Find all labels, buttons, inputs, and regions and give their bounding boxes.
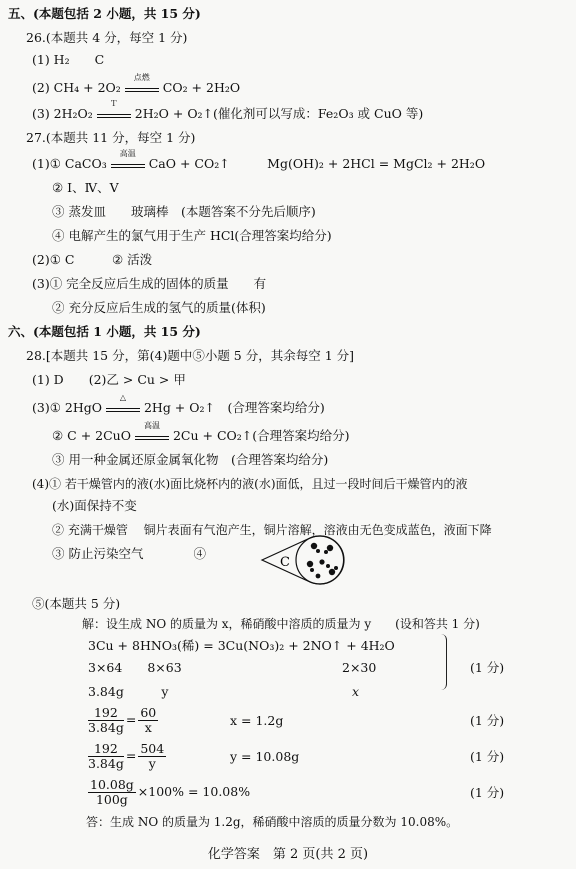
proportion-2: $\frac{192}{3.84g}$ = $\frac{504}{y}$: [88, 741, 165, 771]
q28-answer-4: ③ 用一种金属还原金属氧化物 (合理答案均给分): [52, 452, 329, 467]
q28-answer-5: (4)① 若干燥管内的液(水)面比烧杯内的液(水)面低，且过一段时间后干燥管内的液: [32, 477, 468, 491]
q27-answer-6: (3)① 完全反应后生成的固体的质量 有: [32, 276, 267, 291]
final-answer: 答：生成 NO 的质量为 1.2g，稀硝酸中溶质的质量分数为 10.08%。: [86, 815, 459, 829]
reaction-arrow: 高温: [111, 158, 145, 168]
q27-answer-4: ④ 电解产生的氯气用于生产 HCl(合理答案均给分): [52, 228, 332, 243]
reaction-arrow: 高温: [135, 430, 169, 440]
diagram-label-c: C: [280, 555, 290, 570]
q28-mass-row-2b: x: [352, 684, 360, 699]
q28-mass-row-1b: 2×30: [342, 660, 377, 675]
section-5-title: 五、(本题包括 2 小题，共 15 分): [8, 6, 201, 21]
q27-answer-5: (2)① C ② 活泼: [32, 252, 153, 267]
brace: [438, 634, 447, 690]
page-footer: 化学答案 第 2 页(共 2 页): [207, 847, 369, 862]
percentage-calc: $\frac{10.08g}{100g}$ ×100% = 10.08%: [90, 777, 251, 807]
result-y: y = 10.08g: [230, 749, 300, 764]
score-4: (1 分): [470, 785, 505, 800]
molecule-icons: [307, 543, 338, 579]
section-6-title: 六、(本题包括 1 小题，共 15 分): [8, 324, 201, 339]
q28-header: 28.[本题共 15 分，第(4)题中⑤小题 5 分，其余每空 1 分]: [26, 348, 354, 363]
q26-answer-3: (3) 2H₂O₂ Ｔ 2H₂O + O₂↑(催化剂可以写成：Fe₂O₃ 或 CuO 等): [32, 99, 424, 121]
reaction-arrow: △: [106, 402, 140, 412]
q27-answer-2: ② Ⅰ、Ⅳ、Ⅴ: [52, 180, 119, 195]
q28-answer-2: (3)① 2HgO △ 2Hg + O₂↑ (合理答案均给分): [32, 393, 325, 415]
q26-answer-1: (1) H₂ C: [32, 52, 105, 67]
reaction-arrow: 点燃: [125, 82, 159, 92]
score-2: (1 分): [470, 713, 505, 728]
score-3: (1 分): [470, 749, 505, 764]
score-1: (1 分): [470, 660, 505, 675]
q28-answer-7: ② 充满干燥管 铜片表面有气泡产生，铜片溶解，溶液由无色变成蓝色，液面下降: [52, 523, 492, 537]
q27-header: 27.(本题共 11 分，每空 1 分): [26, 130, 196, 145]
q26-answer-2: (2) CH₄ + 2O₂ 点燃 CO₂ + 2H₂O: [32, 73, 241, 95]
q28-answer-1: (1) D (2)乙 > Cu > 甲: [32, 372, 186, 387]
q28-mass-row-1: 3×64 8×63: [88, 660, 182, 675]
q28-part5-header: ⑤(本题共 5 分): [32, 596, 121, 611]
q26-header: 26.(本题共 4 分，每空 1 分): [26, 30, 188, 45]
reaction-arrow: Ｔ: [97, 108, 131, 118]
q27-answer-1: (1)① CaCO₃ 高温 CaO + CO₂↑ Mg(OH)₂ + 2HCl = MgCl₂ + 2H₂O: [32, 149, 486, 171]
q28-answer-8: ③ 防止污染空气 ④: [52, 546, 206, 561]
q27-answer-3: ③ 蒸发皿 玻璃棒 (本题答案不分先后顺序): [52, 204, 316, 219]
q28-solve: 解：设生成 NO 的质量为 x，稀硝酸中溶质的质量为 y (设和答共 1 分): [82, 617, 480, 631]
result-x: x = 1.2g: [230, 713, 284, 728]
proportion-1: $\frac{192}{3.84g}$ = $\frac{60}{x}$: [88, 705, 157, 735]
q28-answer-3: ② C + 2CuO 高温 2Cu + CO₂↑(合理答案均给分): [52, 421, 350, 443]
q28-answer-6: (水)面保持不变: [52, 498, 137, 513]
molecule-diagram: [258, 524, 358, 590]
q28-equation: 3Cu + 8HNO₃(稀) = 3Cu(NO₃)₂ + 2NO↑ + 4H₂O: [88, 638, 395, 653]
q28-mass-row-2: 3.84g y: [88, 684, 169, 699]
q27-answer-7: ② 充分反应后生成的氢气的质量(体积): [52, 300, 266, 315]
